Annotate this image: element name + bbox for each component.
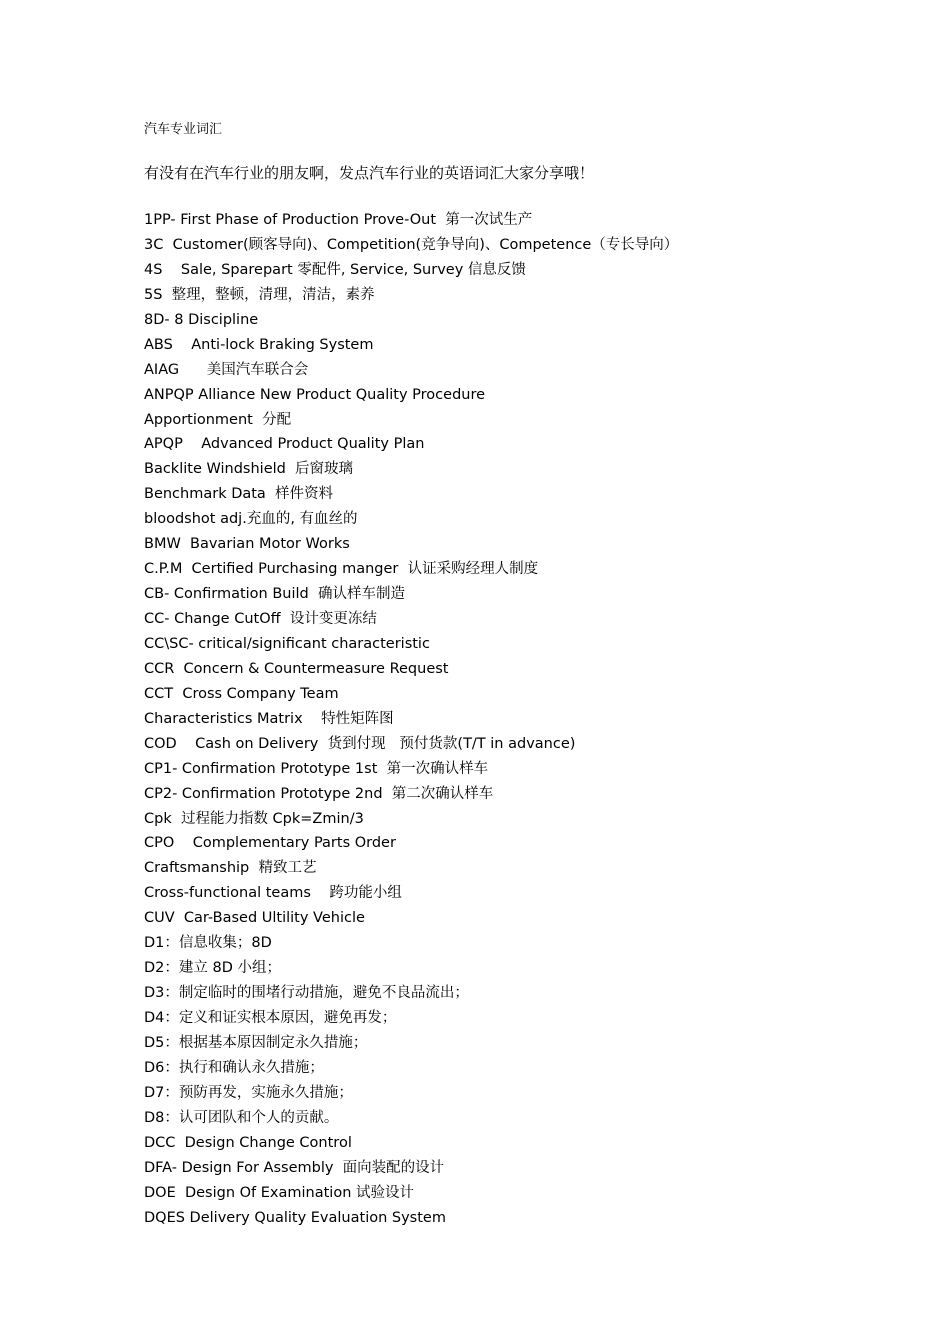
glossary-item: Benchmark Data 样件资料 [144,486,334,503]
glossary-item: Backlite Windshield 后窗玻璃 [144,461,354,478]
glossary-item: CUV Car-Based Ultility Vehicle [144,910,365,927]
glossary-item: 1PP- First Phase of Production Prove-Out 第一次试生产 [144,212,533,228]
glossary-item: AIAG 美国汽车联合会 [144,361,309,378]
glossary-item: D6：执行和确认永久措施； [144,1059,324,1076]
glossary-item: DOE Design Of Examination 试验设计 [144,1184,414,1201]
glossary-item: CC- Change CutOff 设计变更冻结 [144,611,377,627]
intro-text: 有没有在汽车行业的朋友啊，发点汽车行业的英语词汇大家分享哦！ [144,164,595,182]
glossary-item: D7：预防再发，实施永久措施； [144,1084,353,1101]
glossary-item: D2：建立 8D 小组； [144,960,281,977]
glossary-item: D4：定义和证实根本原因，避免再发； [144,1010,397,1026]
glossary-item: Characteristics Matrix 特性矩阵图 [144,710,394,727]
glossary-item: C.P.M Certified Purchasing manger 认证采购经理人制度 [144,561,539,578]
glossary-item: Apportionment 分配 [144,411,292,428]
glossary-item: DFA- Design For Assembly 面向装配的设计 [144,1159,445,1176]
glossary-item: Cross-functional teams 跨功能小组 [144,885,402,902]
glossary-item: DQES Delivery Quality Evaluation System [144,1209,446,1226]
glossary-item: D5：根据基本原因制定永久措施； [144,1034,368,1051]
glossary-item: 3C Customer(顾客导向)、Competition(竞争导向)、Competence（专长导向） [144,236,679,253]
glossary-item: APQP Advanced Product Quality Plan [144,436,425,453]
glossary-item: CP2- Confirmation Prototype 2nd 第二次确认样车 [144,785,494,802]
glossary-list [144,208,844,1230]
glossary-item: ABS Anti-lock Braking System [144,336,374,353]
glossary-item: ANPQP Alliance New Product Quality Procedure [144,386,486,403]
glossary-item: CPO Complementary Parts Order [144,835,396,852]
glossary-item: D1：信息收集；8D [144,935,272,952]
glossary-item: 8D- 8 Discipline [144,311,259,328]
glossary-item: D3：制定临时的围堵行动措施，避免不良品流出； [144,985,469,1002]
glossary-item: COD Cash on Delivery 货到付现 预付货款(T/T in advance) [144,735,576,752]
glossary-item: bloodshot adj.充血的, 有血丝的 [144,511,358,528]
glossary-item: 4S Sale, Sparepart 零配件, Service, Survey 信息反馈 [144,261,526,278]
glossary-item: CB- Confirmation Build 确认样车制造 [144,586,405,603]
glossary-item: 5S 整理，整顿，清理，清洁，素养 [144,286,375,303]
glossary-item: BMW Bavarian Motor Works [144,536,350,553]
glossary-item: Craftsmanship 精致工艺 [144,860,317,877]
document-title: 汽车专业词汇 [144,122,223,137]
glossary-item: Cpk 过程能力指数 Cpk=Zmin/3 [144,810,364,827]
glossary-item: CP1- Confirmation Prototype 1st 第一次确认样车 [144,760,489,777]
glossary-item: CCR Concern & Countermeasure Request [144,660,449,677]
glossary-item: D8：认可团队和个人的贡献。 [144,1109,339,1126]
glossary-item: DCC Design Change Control [144,1134,352,1151]
glossary-item: CCT Cross Company Team [144,685,339,702]
glossary-item: CC\SC- critical/significant characteristic [144,635,430,652]
